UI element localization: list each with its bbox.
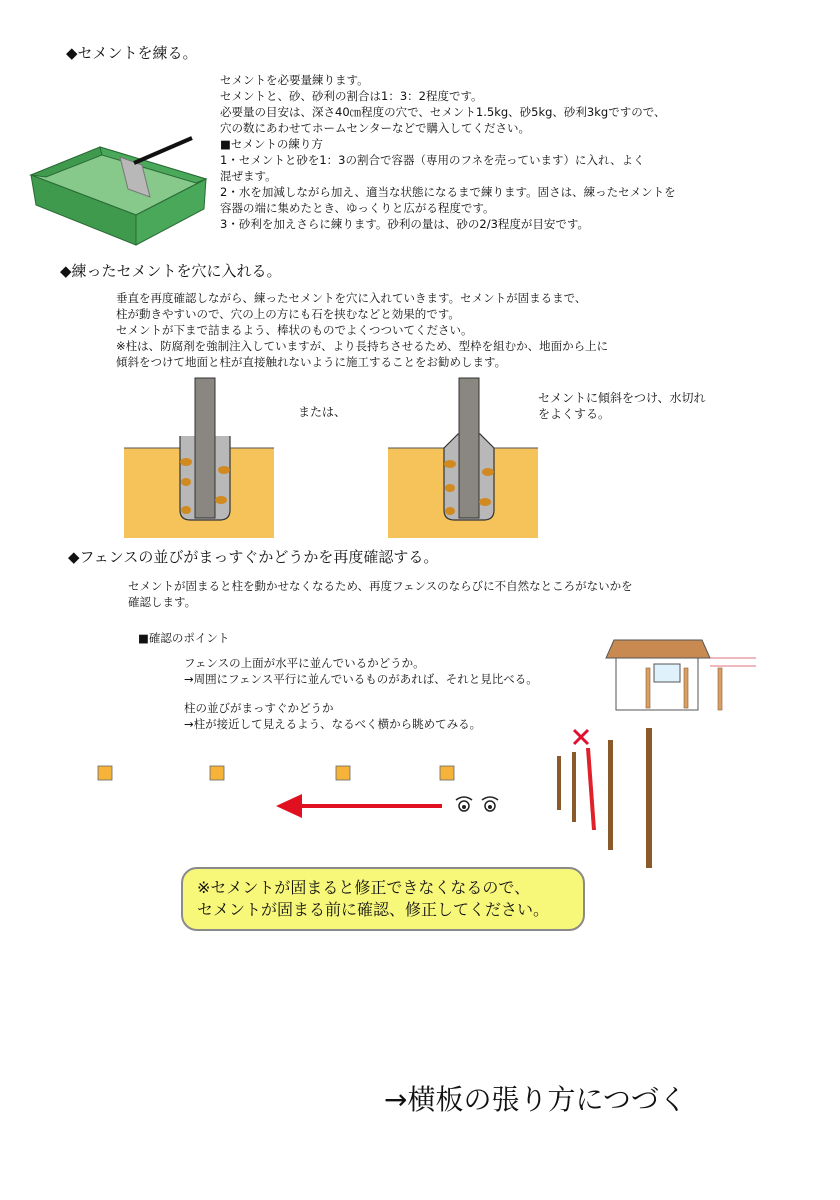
post-side-view-illustration bbox=[550, 724, 660, 874]
text-line: 傾斜をつけて地面と柱が直接触れないように施工することをお勧めします。 bbox=[116, 355, 507, 369]
check-point-1 bbox=[184, 655, 538, 687]
text-line: 混ぜます。 bbox=[220, 169, 277, 183]
text-line: 必要量の目安は、深さ40㎝程度の穴で、セメント1.5kg、砂5kg、砂利3kgですので、 bbox=[220, 105, 666, 119]
check-point-2 bbox=[184, 700, 481, 732]
post-in-hole-illustration bbox=[124, 378, 274, 538]
mixing-tray-illustration bbox=[28, 135, 208, 250]
text-line: ※セメントが固まると修正できなくなるので、 bbox=[197, 878, 531, 897]
next-page-link[interactable]: →横板の張り方につづく bbox=[384, 1083, 687, 1116]
text-line: 容器の端に集めたとき、ゆっくりと広がる程度です。 bbox=[220, 201, 495, 215]
house-fence-illustration bbox=[606, 636, 766, 716]
text-line: セメントに傾斜をつけ、水切れ bbox=[538, 391, 706, 405]
warning-note bbox=[181, 867, 585, 931]
text-line: セメントが固まると柱を動かせなくなるため、再度フェンスのならびに不自然なところがないかを bbox=[128, 579, 633, 593]
text-line: フェンスの上面が水平に並んでいるかどうか。 bbox=[184, 656, 425, 670]
section1-body bbox=[220, 72, 676, 232]
text-line: セメントを必要量練ります。 bbox=[220, 73, 369, 87]
text-line: セメントが固まる前に確認、修正してください。 bbox=[197, 900, 550, 919]
text-line: →周囲にフェンス平行に並んでいるものがあれば、それと見比べる。 bbox=[184, 672, 538, 686]
text-line: 柱の並びがまっすぐかどうか bbox=[184, 701, 334, 715]
slope-note bbox=[538, 390, 706, 422]
text-line: 穴の数にあわせてホームセンターなどで購入してください。 bbox=[220, 121, 531, 135]
section3-body bbox=[128, 578, 633, 610]
or-label: または、 bbox=[298, 405, 347, 419]
sloped-cement-illustration bbox=[388, 378, 538, 538]
text-line: ※柱は、防腐剤を強制注入していますが、より長持ちさせるため、型枠を組むか、地面から上に bbox=[116, 339, 609, 353]
text-line: 2・水を加減しながら加え、適当な状態になるまで練ります。固さは、練ったセメントを bbox=[220, 185, 676, 199]
check-points-title: ■確認のポイント bbox=[138, 631, 230, 645]
section2-heading: ◆練ったセメントを穴に入れる。 bbox=[60, 262, 282, 280]
text-line: ■セメントの練り方 bbox=[220, 137, 323, 151]
text-line: 垂直を再度確認しながら、練ったセメントを穴に入れていきます。セメントが固まるまで、 bbox=[116, 291, 587, 305]
post-alignment-view-illustration bbox=[90, 760, 520, 820]
text-line: 確認します。 bbox=[128, 595, 197, 609]
text-line: セメントと、砂、砂利の割合は1：3：2程度です。 bbox=[220, 89, 483, 103]
section1-heading: ◆セメントを練る。 bbox=[66, 44, 198, 62]
text-line: →柱が接近して見えるよう、なるべく横から眺めてみる。 bbox=[184, 717, 482, 731]
section3-heading: ◆フェンスの並びがまっすぐかどうかを再度確認する。 bbox=[68, 548, 439, 566]
text-line: 柱が動きやすいので、穴の上の方にも石を挟むなどと効果的です。 bbox=[116, 307, 460, 321]
section2-body bbox=[116, 290, 608, 370]
text-line: 1・セメントと砂を1：3の割合で容器（専用のフネを売っています）に入れ、よく bbox=[220, 153, 645, 167]
text-line: 3・砂利を加えさらに練ります。砂利の量は、砂の2/3程度が目安です。 bbox=[220, 217, 589, 231]
text-line: セメントが下まで詰まるよう、棒状のものでよくつついてください。 bbox=[116, 323, 473, 337]
text-line: をよくする。 bbox=[538, 407, 611, 421]
